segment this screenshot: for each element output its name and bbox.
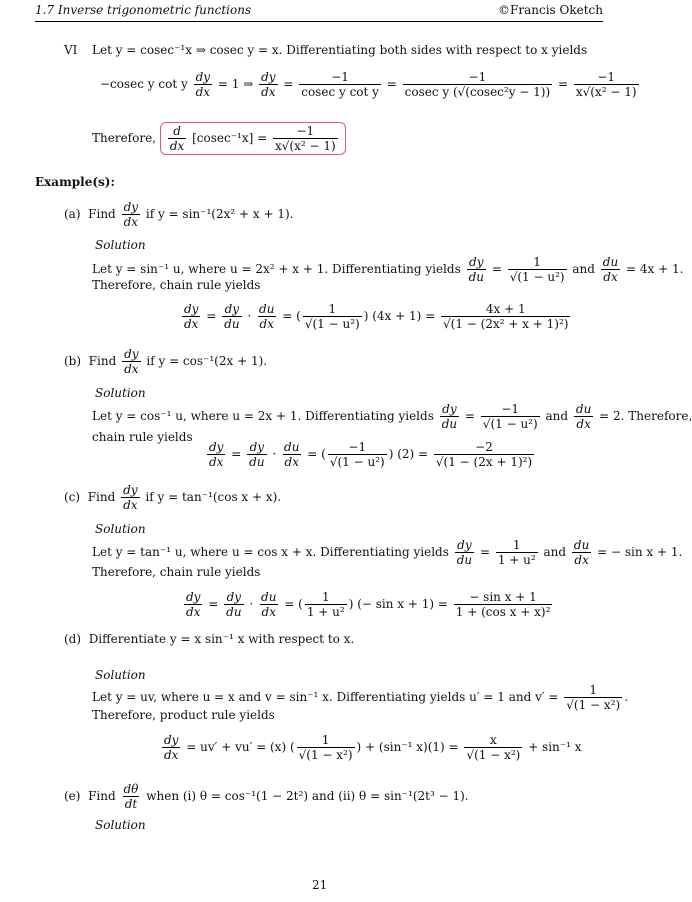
- example-b-line2: chain rule yields: [92, 430, 193, 444]
- example-b-question: (b) Find $\frac{dy}{dx}$ if y = cos⁻¹(2x + 1).: [64, 347, 268, 376]
- example-d-line1: Let y = uv, where u = x and v = sin⁻¹ x. Differentiating yields u′ = 1 and v′ = $\frac{1}{\text{√(1 − x²)}}$ .: [92, 683, 629, 712]
- author-header: ©Francis Oketch: [498, 3, 603, 17]
- example-d-line2: Therefore, product rule yields: [92, 708, 275, 722]
- vi-frac-3: $\frac{-1}{\text{x√(x² − 1)}}$: [575, 70, 637, 99]
- section-header: 1.7 Inverse trigonometric functions: [35, 3, 252, 17]
- example-b-solution: Solution: [95, 386, 146, 400]
- example-e-solution: Solution: [95, 818, 146, 832]
- page-number: 21: [312, 878, 328, 892]
- vi-therefore: Therefore,: [92, 131, 156, 145]
- example-a-line2: Therefore, chain rule yields: [92, 278, 261, 292]
- example-a-question: (a) Find $\frac{dy}{dx}$ if y = sin⁻¹(2x² + x + 1).: [64, 200, 294, 229]
- example-b-line1: Let y = cos⁻¹ u, where u = 2x + 1. Differentiating yields $\frac{dy}{du}$ = $\frac{-1}{\text{√(1 − u²)}}$ and $\frac{du}{dx}$ = 2. Therefore,: [92, 402, 692, 431]
- example-b-chain: $\frac{dy}{dx}$ = $\frac{dy}{du}$ · $\frac{du}{dx}$ = ( $\frac{-1}{\text{√(1 − u²)}}$ ) (2) = $\frac{-2}{\text{√(1 − (2x + 1)²)}}$: [209, 440, 533, 469]
- vi-therefore-line: [92, 122, 346, 155]
- dy-dx-frac: $\frac{dy}{dx}$: [261, 70, 276, 99]
- example-c-line2: Therefore, chain rule yields: [92, 565, 261, 579]
- example-c-question: (c) Find $\frac{dy}{dx}$ if y = tan⁻¹(cos x + x).: [64, 483, 282, 512]
- example-d-question: (d) Differentiate y = x sin⁻¹ x with respect to x.: [64, 632, 355, 646]
- vi-label: VI: [64, 43, 78, 57]
- header-rule: [35, 21, 603, 22]
- example-c-chain: $\frac{dy}{dx}$ = $\frac{dy}{du}$ · $\frac{du}{dx}$ = ( $\frac{1}{\text{1 + u²}}$ ) (− sin x + 1) = $\frac{\text{− sin x + 1}}{\text{1 + (cos x + x)²}}$: [186, 590, 551, 619]
- example-d-solution: Solution: [95, 668, 146, 682]
- vi-line1: Let y = cosec⁻¹x ⇒ cosec y = x. Differentiating both sides with respect to x yields: [92, 43, 588, 57]
- example-c-line1: Let y = tan⁻¹ u, where u = cos x + x. Differentiating yields $\frac{dy}{du}$ = $\frac{1}{\text{1 + u²}}$ and $\frac{du}{dx}$ = − sin x + 1.: [92, 538, 683, 567]
- example-c-solution: Solution: [95, 522, 146, 536]
- dy-dx-frac: $\frac{dy}{dx}$: [195, 70, 211, 99]
- vi-eq-left: −cosec y cot y: [100, 77, 188, 91]
- boxed-text: [cosec⁻¹x] =: [192, 131, 268, 145]
- example-d-product: $\frac{dy}{dx}$ = uv′ + vu′ = (x) ( $\frac{1}{\text{√(1 − x²)}}$ ) + (sin⁻¹ x)(1) = $\frac{x}{\text{√(1 − x²)}}$ + sin⁻¹ x: [164, 733, 582, 762]
- examples-title: Example(s):: [35, 175, 115, 189]
- vi-frac-1: $\frac{-1}{\text{cosec y cot y}}$: [301, 70, 379, 99]
- example-a-chain: $\frac{dy}{dx}$ = $\frac{dy}{du}$ · $\frac{du}{dx}$ = ( $\frac{1}{\text{√(1 − u²)}}$ ) (4x + 1) = $\frac{4x + 1}{\text{√(1 − (2x² + x + 1)²)}}$: [184, 302, 569, 331]
- vi-eq-mid: = 1 ⇒: [217, 77, 254, 91]
- boxed-result: $\frac{d}{dx}$ [cosec⁻¹x] = $\frac{-1}{\text{x√(x² − 1)}}$: [160, 122, 346, 155]
- example-a-solution: Solution: [95, 238, 146, 252]
- example-e-question: (e) Find $\frac{d\theta}{dt}$ when (i) θ = cos⁻¹(1 − 2t²) and (ii) θ = sin⁻¹(2t³ − 1).: [64, 782, 469, 811]
- vi-frac-2: $\frac{-1}{\text{cosec y (√(cosec²y − 1))}}$: [404, 70, 551, 99]
- vi-derivation: −cosec y cot y $\frac{dy}{dx}$ = 1 ⇒ $\frac{dy}{dx}$ = $\frac{-1}{\text{cosec y cot y}}$ = $\frac{-1}{\text{cosec y (√(cosec²y − 1))}}$ = $\frac{-1}{\text{x√(x² − 1)}}$: [100, 70, 637, 99]
- example-a-line1: Let y = sin⁻¹ u, where u = 2x² + x + 1. Differentiating yields $\frac{dy}{du}$ = $\frac{1}{\text{√(1 − u²)}}$ and $\frac{du}{dx}$ = 4x + 1.: [92, 255, 684, 284]
